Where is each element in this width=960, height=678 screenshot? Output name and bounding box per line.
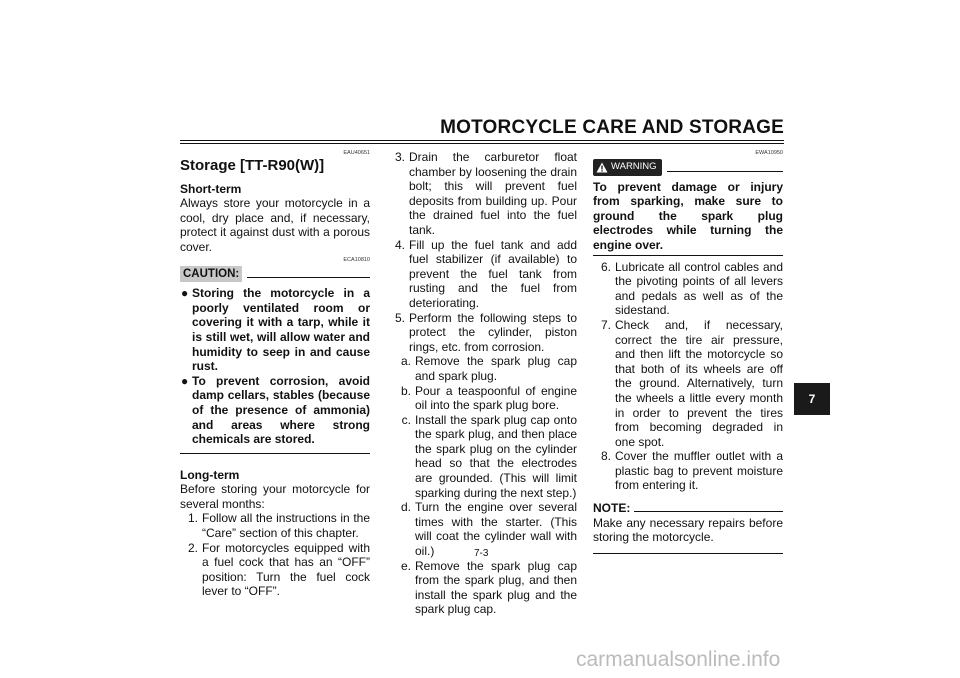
warning-badge bbox=[593, 159, 662, 176]
step-number: 6. bbox=[600, 259, 611, 274]
step-item bbox=[387, 238, 577, 311]
long-term-text: Before storing your motorcycle for several months: bbox=[180, 482, 370, 511]
chapter-tab[interactable]: 7 bbox=[794, 383, 830, 415]
substep-letter: a. bbox=[400, 354, 411, 369]
step-text: Cover the muffler outlet with a plastic bag to prevent moisture from entering it. bbox=[615, 449, 783, 493]
step-text: Perform the following steps to protect the cylinder, piston rings, etc. from corrosion. bbox=[409, 310, 577, 354]
substep-text: Turn the engine over several times with the starter. (This will coat the cylinder wall with oil.) bbox=[415, 500, 577, 559]
step-number: 2. bbox=[187, 540, 198, 555]
warning-text: To prevent damage or injury from sparking, make sure to ground the spark plug electrodes while turning the engine over. bbox=[593, 179, 783, 252]
step-number: 1. bbox=[187, 511, 198, 526]
title-rule bbox=[180, 140, 784, 141]
warning-code: EWA10950 bbox=[755, 150, 783, 156]
watermark: carmanualsonline.info bbox=[576, 648, 781, 671]
caution-item bbox=[180, 374, 370, 447]
substep-item bbox=[387, 384, 577, 413]
step-text: Follow all the instructions in the “Care” section of this chapter. bbox=[202, 511, 370, 541]
page-number: 7-3 bbox=[474, 548, 489, 559]
caution-item-text: Storing the motorcycle in a poorly ventilated room or covering it with a tarp, while it is still wet, will allow water and humidity to seep in and cause rust. bbox=[192, 286, 370, 374]
substep-text: Remove the spark plug cap and spark plug. bbox=[415, 354, 577, 383]
warning-label: WARNING bbox=[611, 161, 657, 172]
caution-item-text: To prevent corrosion, avoid damp cellars, stables (because of the presence of ammonia) and areas where strong chemicals are stored. bbox=[192, 373, 370, 447]
warning-end-rule bbox=[593, 255, 783, 256]
caution-list bbox=[180, 286, 370, 447]
step-item bbox=[180, 541, 370, 599]
caution-rule bbox=[247, 269, 370, 278]
step-number: 8. bbox=[600, 449, 611, 464]
title-rule-thin bbox=[180, 143, 784, 144]
note-end-rule bbox=[593, 553, 783, 554]
substep-letter: d. bbox=[400, 500, 411, 515]
step-text: For motorcycles equipped with a fuel cock that has an “OFF” position: Turn the fuel cock lever to “OFF”. bbox=[202, 540, 370, 599]
page-title: MOTORCYCLE CARE AND STORAGE bbox=[440, 117, 784, 138]
caution-banner bbox=[180, 266, 370, 283]
column-right bbox=[593, 150, 783, 554]
substep-letter: b. bbox=[400, 383, 411, 398]
substep-text: Remove the spark plug cap from the spark plug, and then install the spark plug and the spark plug cap. bbox=[415, 558, 577, 617]
step-item bbox=[387, 150, 577, 238]
step-number: 4. bbox=[394, 237, 405, 252]
caution-code: ECA10810 bbox=[343, 256, 370, 263]
section-title: Storage [TT-R90(W)] bbox=[180, 157, 325, 174]
section-code: EAU40651 bbox=[343, 150, 370, 156]
note-banner bbox=[593, 501, 783, 516]
step-item bbox=[593, 260, 783, 318]
bullet-icon: ● bbox=[181, 286, 189, 301]
short-term-heading: Short-term bbox=[180, 181, 242, 196]
step-number: 5. bbox=[394, 310, 405, 325]
note-text: Make any necessary repairs before storing the motorcycle. bbox=[593, 515, 783, 545]
substep-text: Install the spark plug cap onto the spark plug, and then place the spark plug on the cylinder head so that the electrodes are grounded. (This will limit sparking during the next step.) bbox=[415, 412, 577, 500]
step-text: Lubricate all control cables and the pivoting points of all levers and pedals as well as of the sidestand. bbox=[615, 259, 783, 318]
short-term-text: Always store your motorcycle in a cool, dry place and, if necessary, protect it against dust with a porous cover. bbox=[180, 196, 370, 254]
step-item bbox=[180, 511, 370, 540]
substep-text: Pour a teaspoonful of engine oil into the spark plug bore. bbox=[415, 383, 577, 413]
step-number: 7. bbox=[600, 317, 611, 332]
warning-banner bbox=[593, 159, 783, 176]
substep-item bbox=[387, 413, 577, 501]
warning-rule bbox=[667, 163, 783, 172]
step-text: Fill up the fuel tank and add fuel stabilizer (if available) to prevent the fuel tank from rusting and the fuel from deteriorating. bbox=[409, 237, 577, 310]
caution-label: CAUTION: bbox=[180, 266, 242, 283]
step-item bbox=[593, 318, 783, 449]
column-left bbox=[180, 150, 370, 599]
warning-triangle-icon bbox=[596, 162, 608, 173]
long-term-heading: Long-term bbox=[180, 467, 240, 482]
bullet-icon: ● bbox=[181, 373, 189, 388]
step-item bbox=[593, 449, 783, 493]
step-number: 3. bbox=[394, 150, 405, 164]
note-rule bbox=[634, 504, 783, 512]
step-item bbox=[387, 311, 577, 355]
substep-letter: c. bbox=[401, 412, 411, 427]
substep-letter: e. bbox=[400, 558, 411, 573]
note-label: NOTE: bbox=[593, 501, 631, 516]
column-middle bbox=[387, 150, 577, 617]
caution-item bbox=[180, 286, 370, 374]
substep-item bbox=[387, 559, 577, 617]
step-text: Drain the carburetor float chamber by loosening the drain bolt; this will prevent fuel deposits from building up. Pour the drained fuel into the fuel tank. bbox=[409, 150, 577, 237]
step-text: Check and, if necessary, correct the tire air pressure, and then lift the motorcycle so that both of its wheels are off the ground. Alternatively, turn the wheels a little every month in order to prevent the tires from becoming degraded in one spot. bbox=[615, 317, 783, 449]
substep-item bbox=[387, 354, 577, 383]
